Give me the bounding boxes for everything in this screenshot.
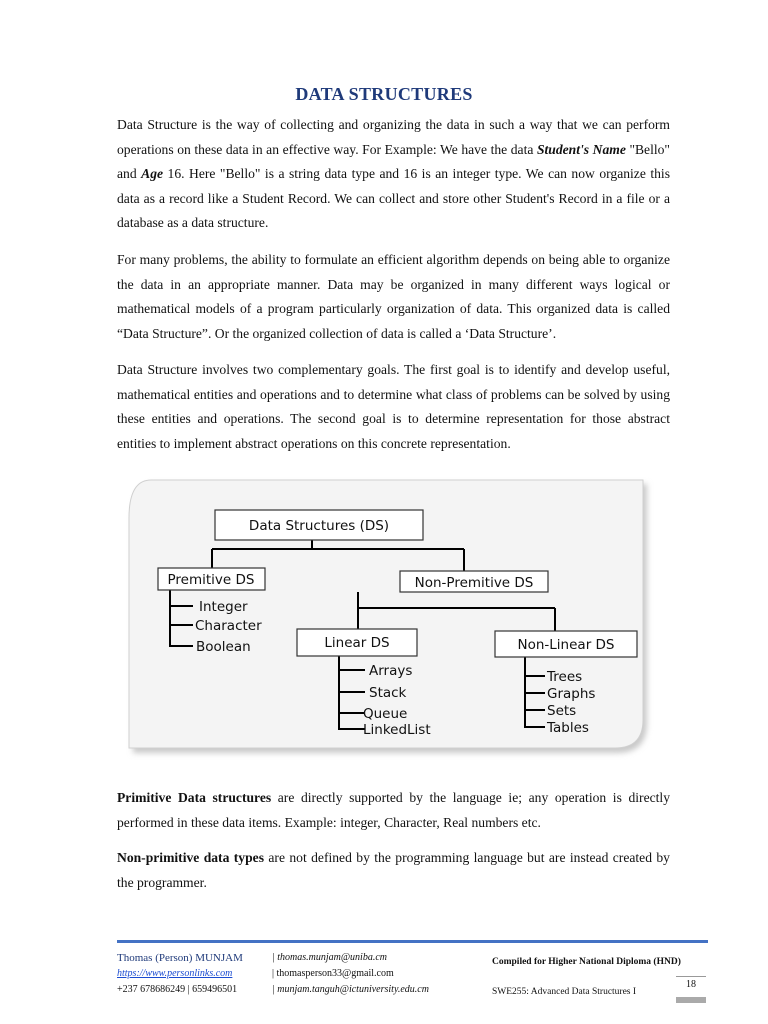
diagram-item-stack: Stack: [369, 685, 407, 701]
diagram-item-sets: Sets: [547, 703, 577, 719]
page-number-bar: [676, 997, 706, 1003]
page-number: 18: [676, 976, 706, 990]
primitive-text: are directly supported by the language ie; any operation is directly performed in these data items. Example: integer, Character, Real numbers etc.: [117, 790, 670, 830]
diagram-item-boolean: Boolean: [196, 639, 251, 655]
diagram-item-character: Character: [195, 618, 262, 634]
algorithm-paragraph: For many problems, the ability to formulate an efficient algorithm depends on being able to organize the data in an appropriate manner. Data may be organized in many different ways logical or mathematical models of a program particularly organization of data. This organized data is called “Data Structure”. Or the organized collection of data is called a ‘Data Structure’.: [117, 252, 670, 341]
intro-paragraph: [117, 113, 670, 236]
page-title: DATA STRUCTURES: [295, 84, 473, 104]
intro-text-a: Data Structure is the way of collecting and organizing the data in such a way that we can perform operations on these data in an effective way. For Example: We have the data: [117, 117, 670, 157]
diagram-root-label: Data Structures (DS): [248, 518, 390, 534]
footer-email-3: | munjam.tanguh@ictuniversity.edu.cm: [272, 984, 429, 995]
diagram-item-integer: Integer: [199, 599, 248, 615]
diagram-non-linear-label: Non-Linear DS: [517, 637, 615, 653]
intro-text-c: "Bello" and: [117, 141, 670, 182]
diagram-non-primitive-label: Non-Premitive DS: [414, 575, 534, 591]
footer-email-1: | thomas.munjam@uniba.cm: [272, 952, 387, 963]
diagram-item-arrays: Arrays: [369, 663, 413, 679]
age-term: Age: [141, 166, 164, 182]
footer-divider: [117, 940, 708, 943]
student-name-term: Student's Name: [536, 141, 626, 157]
footer-email-2: | thomasperson33@gmail.com: [272, 968, 394, 979]
primitive-paragraph: [117, 786, 670, 835]
goals-paragraph: Data Structure involves two complementary goals. The first goal is to identify and develop useful, mathematical entities and operations and to determine what class of problems can be solved by using these entities and operations. The second goal is to determine representation for those abstract entities to implement abstract operations on this concrete representation.: [117, 362, 670, 451]
diagram-item-queue: Queue: [363, 706, 408, 722]
diagram-item-graphs: Graphs: [547, 686, 596, 702]
footer-compiled-note: Compiled for Higher National Diploma (HND): [492, 957, 681, 967]
footer-phone: +237 678686249 | 659496501: [117, 984, 238, 995]
diagram-primitive-label: Premitive DS: [167, 572, 255, 588]
non-primitive-paragraph: [117, 846, 670, 895]
non-primitive-text: are not defined by the programming language but are instead created by the programmer.: [117, 850, 670, 890]
primitive-term: Primitive Data structures: [117, 790, 272, 805]
diagram-item-tables: Tables: [547, 720, 589, 736]
footer-website-link[interactable]: https://www.personlinks.com: [117, 968, 233, 979]
diagram-item-linkedlist: LinkedList: [363, 722, 431, 738]
footer-course-title: SWE255: Advanced Data Structures I: [492, 987, 637, 997]
data-structure-diagram: [115, 470, 655, 763]
non-primitive-term: Non-primitive data types: [117, 850, 264, 865]
footer-author-name: Thomas (Person) MUNJAM: [117, 952, 243, 964]
diagram-linear-label: Linear DS: [324, 635, 390, 651]
diagram-item-trees: Trees: [547, 669, 583, 685]
intro-text-e: 16. Here "Bello" is a string data type and 16 is an integer type. We can now organize this data as a record like a Student Record. We can collect and store other Student's Record in a file or a database as a data structure.: [117, 166, 670, 231]
